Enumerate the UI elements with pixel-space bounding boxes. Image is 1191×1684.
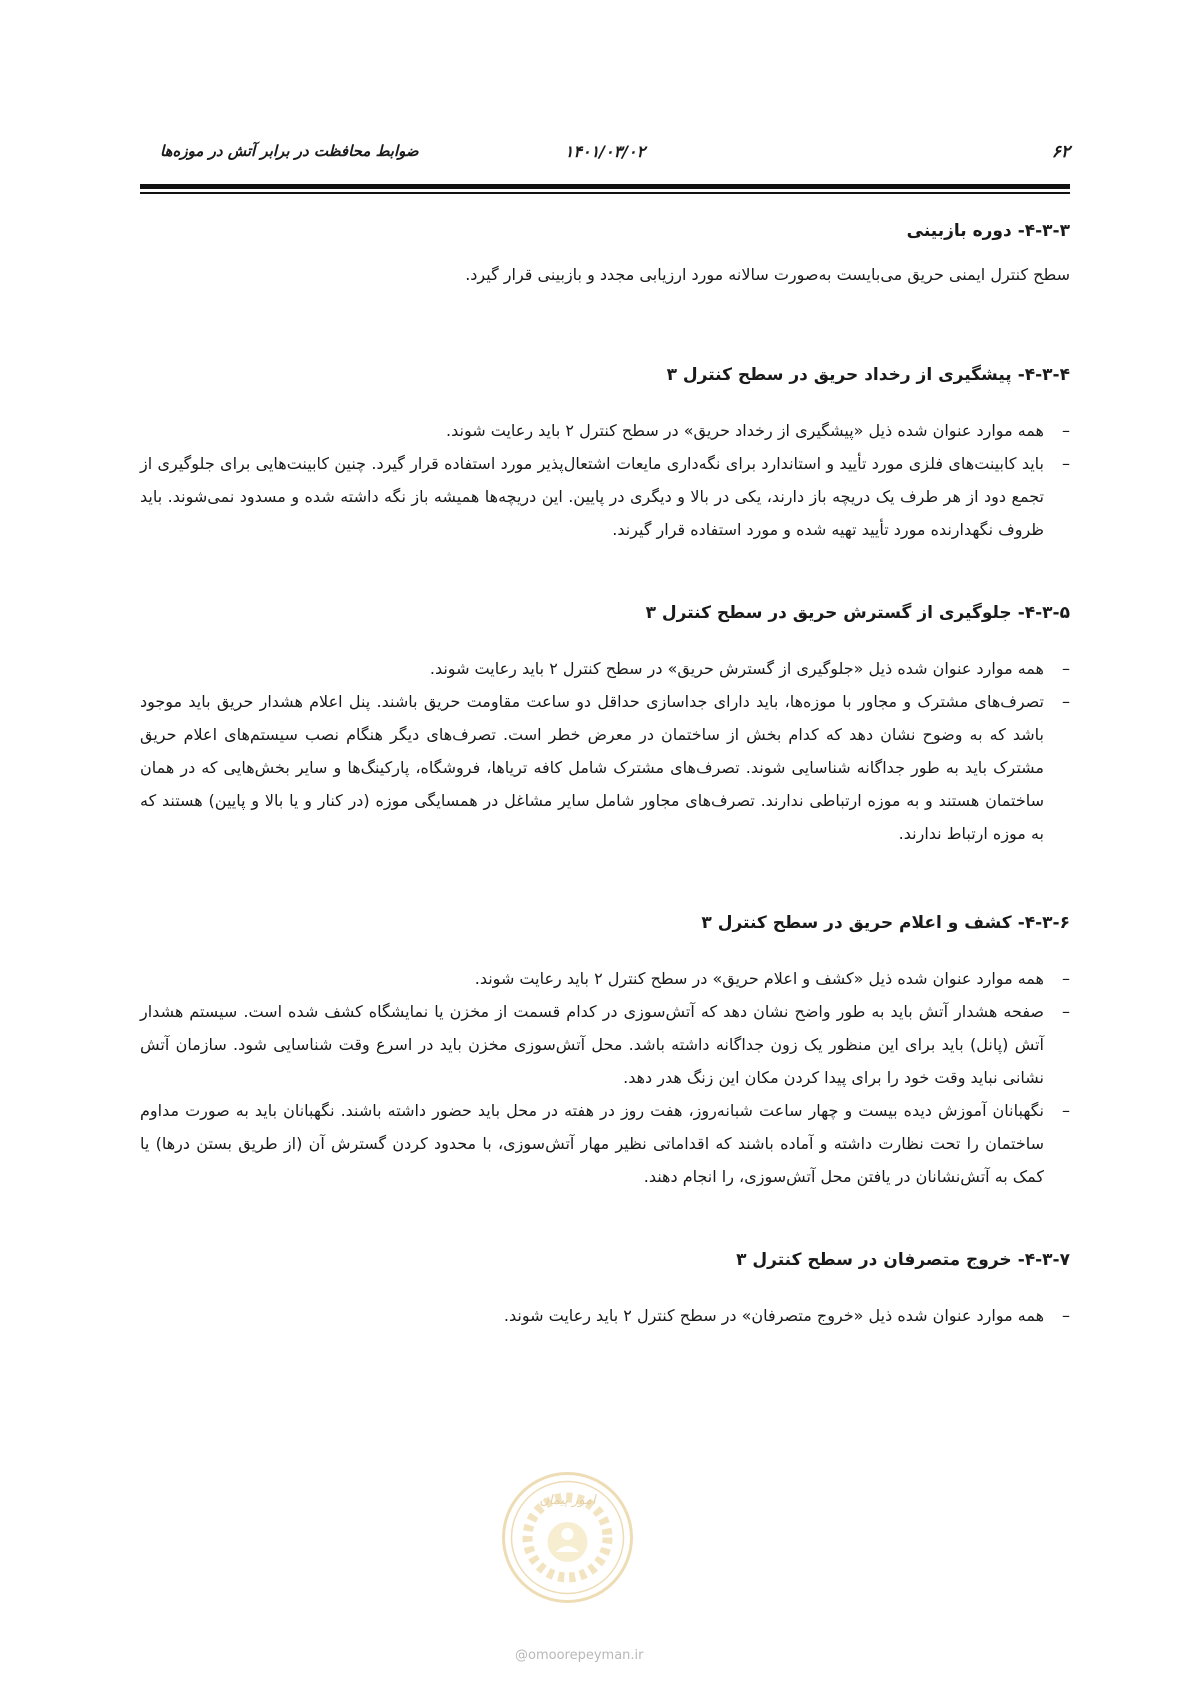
- section-number: ۴-۳-۵-: [1017, 603, 1070, 623]
- list-item: [140, 685, 1070, 850]
- dash-bullet: –: [1062, 421, 1070, 440]
- section-paragraph: سطح کنترل ایمنی حریق می‌بایست به‌صورت سالانه مورد ارزیابی مجدد و بازبینی قرار گیرد.: [465, 265, 1070, 284]
- section-heading: [140, 908, 1070, 938]
- section-fire-spread: [140, 598, 1070, 850]
- list-item-text: همه موارد عنوان شده ذیل «جلوگیری از گسترش حریق» در سطح کنترل ۲ باید رعایت شوند.: [429, 659, 1044, 678]
- list-item-text: نگهبانان آموزش دیده بیست و چهار ساعت شبانه‌روز، هفت روز در هفته در محل باید حضور داشته باشند. نگهبانان باید به صورت مداوم ساختمان را تحت نظارت داشته و آماده باشند که اقداماتی نظیر مهار آتش‌سوزی، با محدود کردن گسترش آن (از طریق بستن درها) یا کمک به آتش‌نشانان در یافتن محل آتش‌سوزی، را انجام دهند.: [140, 1101, 1044, 1186]
- dash-bullet: –: [1062, 1306, 1070, 1325]
- section-title: خروج متصرفان در سطح کنترل ۳: [736, 1250, 1012, 1270]
- section-title: پیشگیری از رخداد حریق در سطح کنترل ۳: [666, 365, 1012, 385]
- dash-bullet: –: [1062, 1101, 1070, 1120]
- header-date: ۱۴۰۱/۰۳/۰۲: [564, 142, 646, 161]
- list-item-text: باید کابینت‌های فلزی مورد تأیید و استاندارد برای نگه‌داری مایعات اشتعال‌پذیر مورد استفاده قرار گیرد. چنین کابینت‌هایی برای جلوگیری از تجمع دود از هر طرف یک دریچه باز دارند، یکی در بالا و دیگری در پایین. این دریچه‌ها همیشه باز نگه داشته شده و مسدود نمی‌شوند. باید ظروف نگهدارنده مورد تأیید تهیه شده و مورد استفاده قرار گیرند.: [140, 454, 1044, 539]
- bullet-list: [140, 652, 1070, 850]
- dash-bullet: –: [1062, 1002, 1070, 1021]
- section-occupant-egress: [140, 1245, 1070, 1332]
- list-item: [140, 962, 1070, 995]
- section-title: جلوگیری از گسترش حریق در سطح کنترل ۳: [645, 603, 1012, 623]
- dash-bullet: –: [1062, 969, 1070, 988]
- watermark-site: @omoorepeyman.ir: [515, 1648, 644, 1663]
- list-item-text: تصرف‌های مشترک و مجاور با موزه‌ها، باید دارای جداسازی حداقل دو ساعت مقاومت حریق باشند. پنل اعلام هشدار حریق باید موجود باشد که به وضوح نشان دهد که کدام بخش از ساختمان در معرض خطر است. تصرف‌های دیگر هنگام نصب سیستم‌های اعلام حریق مشترک باید به طور جداگانه شناسایی شوند. تصرف‌های مشترک شامل کافه تریاها، فروشگاه، پارکینگ‌ها و سایر بخش‌هایی که در همان ساختمان هستند و به موزه ارتباطی ندارند. تصرف‌های مجاور شامل سایر مشاغل در همسایگی موزه (در کنار و یا بالا و پایین) هستند که به موزه ارتباط ندارند.: [140, 692, 1044, 843]
- dash-bullet: –: [1062, 692, 1070, 711]
- dash-bullet: –: [1062, 659, 1070, 678]
- header-rule-thin: [140, 192, 1070, 194]
- list-item-text: همه موارد عنوان شده ذیل «کشف و اعلام حریق» در سطح کنترل ۲ باید رعایت شوند.: [474, 969, 1044, 988]
- watermark-logo-icon: [500, 1470, 635, 1605]
- section-fire-prevention: [140, 360, 1070, 546]
- list-item: [140, 652, 1070, 685]
- bullet-list: [140, 962, 1070, 1193]
- section-number: ۴-۳-۳-: [1017, 221, 1070, 241]
- list-item: [140, 447, 1070, 546]
- section-heading: [140, 216, 1070, 246]
- watermark-logo-text: امور پیمان: [539, 1493, 596, 1508]
- list-item: [140, 1299, 1070, 1332]
- section-title: دوره بازبینی: [906, 221, 1012, 241]
- section-heading: [140, 1245, 1070, 1275]
- bullet-list: [140, 1299, 1070, 1332]
- dash-bullet: –: [1062, 454, 1070, 473]
- page-content: [140, 216, 1070, 1332]
- section-number: ۴-۳-۴-: [1017, 365, 1070, 385]
- bullet-list: [140, 414, 1070, 546]
- list-item: [140, 995, 1070, 1094]
- list-item-text: همه موارد عنوان شده ذیل «پیشگیری از رخداد حریق» در سطح کنترل ۲ باید رعایت شوند.: [446, 421, 1044, 440]
- section-fire-detection: [140, 908, 1070, 1193]
- list-item-text: همه موارد عنوان شده ذیل «خروج متصرفان» در سطح کنترل ۲ باید رعایت شوند.: [503, 1306, 1044, 1325]
- section-heading: [140, 598, 1070, 628]
- list-item: [140, 1094, 1070, 1193]
- section-heading: [140, 360, 1070, 390]
- section-review-period: [140, 216, 1070, 290]
- section-title: کشف و اعلام حریق در سطح کنترل ۳: [701, 913, 1012, 933]
- section-number: ۴-۳-۶-: [1017, 913, 1070, 933]
- list-item: [140, 414, 1070, 447]
- section-number: ۴-۳-۷-: [1017, 1250, 1070, 1270]
- list-item-text: صفحه هشدار آتش باید به طور واضح نشان دهد که آتش‌سوزی در کدام قسمت از مخزن یا نمایشگاه کشف شده است. سیستم هشدار آتش (پانل) باید برای این منظور یک زون جداگانه داشته باشد. محل آتش‌سوزی مخزن باید در اسرع وقت شناسایی شود. سازمان آتش نشانی نباید وقت خود را برای پیدا کردن مکان این زنگ هدر دهد.: [140, 1002, 1044, 1087]
- page-header: [140, 142, 1070, 172]
- page-number: ۶۲: [1051, 142, 1070, 162]
- header-title: ضوابط محافظت در برابر آتش در موزه‌ها: [160, 142, 419, 160]
- header-rule-thick: [140, 184, 1070, 189]
